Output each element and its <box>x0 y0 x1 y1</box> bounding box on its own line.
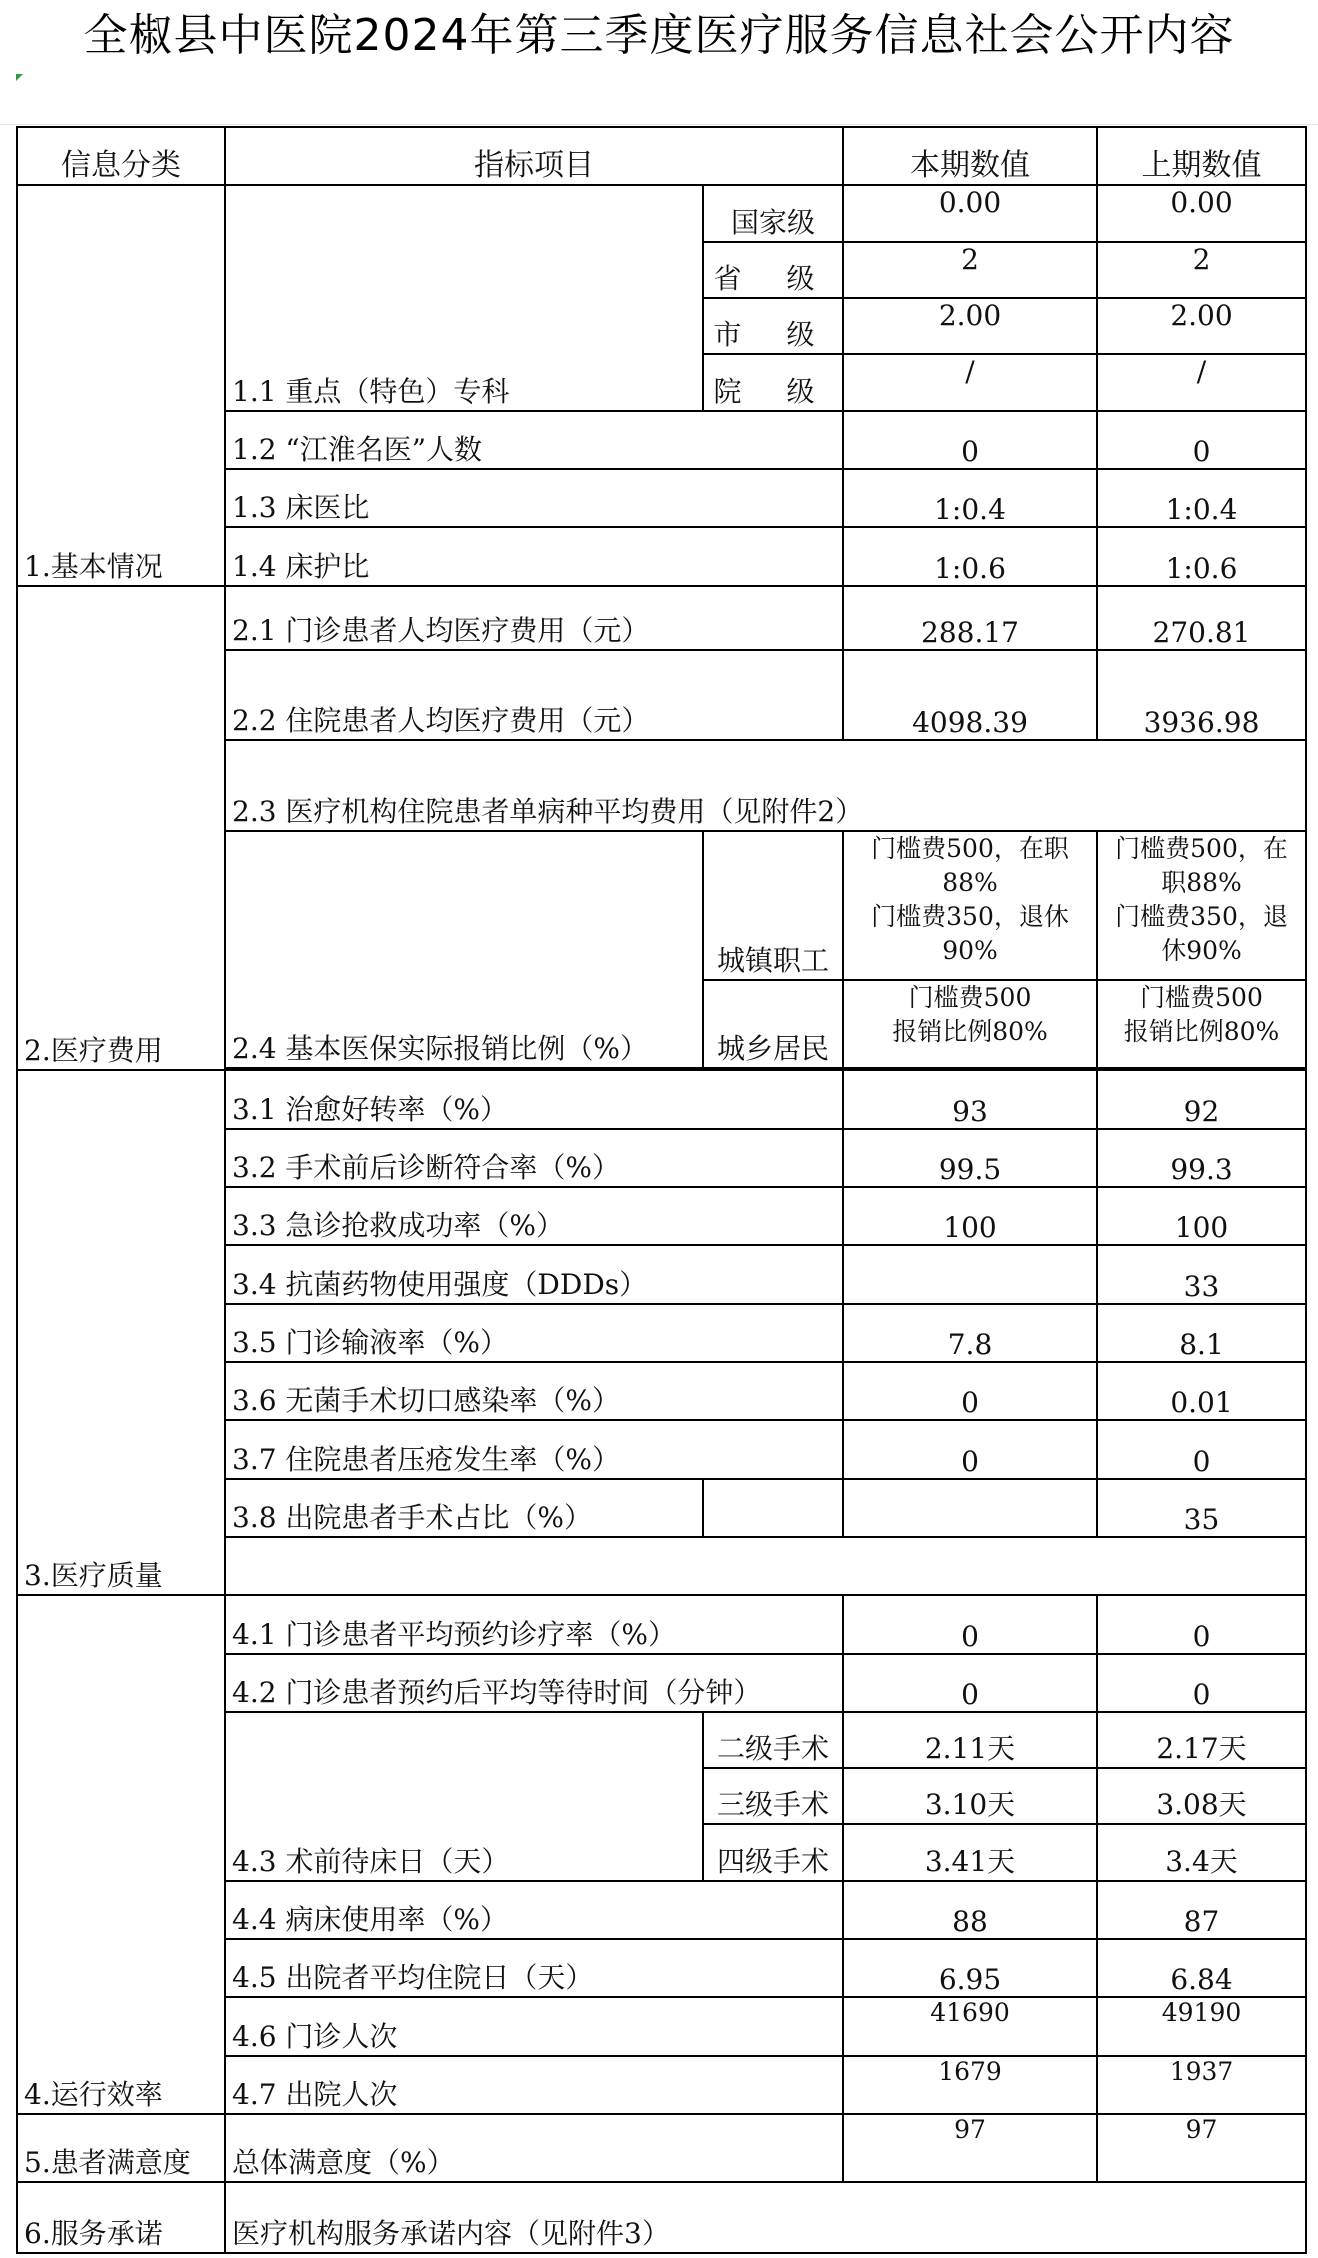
previous-value: 100 <box>1097 1187 1306 1245</box>
current-value: 6.95 <box>843 1939 1097 1997</box>
table-row <box>17 2114 1306 2182</box>
level-label: 院 级 <box>703 354 843 410</box>
current-value: 3.41天 <box>843 1824 1097 1880</box>
previous-value: 3.08天 <box>1097 1768 1306 1824</box>
previous-value: 门槛费500 报销比例80% <box>1097 980 1306 1068</box>
current-value: 100 <box>843 1187 1097 1245</box>
indicator-label: 4.1 门诊患者平均预约诊疗率（%） <box>225 1595 843 1653</box>
cell-comment-marker <box>16 74 23 81</box>
current-value: 0 <box>843 1654 1097 1712</box>
current-value: 2.00 <box>843 298 1097 354</box>
previous-value: 0 <box>1097 411 1306 469</box>
previous-value: 3936.98 <box>1097 650 1306 741</box>
current-value: / <box>843 354 1097 410</box>
indicator-label: 1.3 床医比 <box>225 469 843 527</box>
indicator-label: 医疗机构服务承诺内容（见附件3） <box>225 2182 1306 2253</box>
previous-value: 33 <box>1097 1245 1306 1303</box>
previous-value: 2.00 <box>1097 298 1306 354</box>
current-value <box>843 1479 1097 1537</box>
indicator-label: 3.4 抗菌药物使用强度（DDDs） <box>225 1245 843 1303</box>
table-row <box>17 185 1306 241</box>
previous-value: 0.00 <box>1097 185 1306 241</box>
previous-value: 2 <box>1097 242 1306 298</box>
indicator-label: 4.4 病床使用率（%） <box>225 1881 843 1939</box>
previous-value: 87 <box>1097 1881 1306 1939</box>
current-value <box>843 1245 1097 1303</box>
indicator-label: 4.7 出院人次 <box>225 2056 843 2114</box>
current-value: 4098.39 <box>843 650 1097 741</box>
empty-cell <box>225 1537 1306 1595</box>
header-category: 信息分类 <box>17 127 225 185</box>
indicator-label: 1.1 重点（特色）专科 <box>225 185 703 410</box>
previous-value: 1937 <box>1097 2056 1306 2114</box>
indicator-label: 总体满意度（%） <box>225 2114 843 2182</box>
surgery-level-label: 二级手术 <box>703 1712 843 1768</box>
previous-value: 270.81 <box>1097 586 1306 650</box>
indicator-label: 2.1 门诊患者人均医疗费用（元） <box>225 586 843 650</box>
indicator-label: 3.7 住院患者压疮发生率（%） <box>225 1420 843 1478</box>
table-row <box>17 586 1306 650</box>
header-indicator: 指标项目 <box>225 127 843 185</box>
previous-value: 92 <box>1097 1070 1306 1128</box>
current-value: 93 <box>843 1070 1097 1128</box>
empty-cell <box>703 1479 843 1537</box>
insurance-type-label: 城乡居民 <box>703 980 843 1068</box>
current-value: 99.5 <box>843 1129 1097 1187</box>
category-cell: 4.运行效率 <box>17 1595 225 2114</box>
previous-value: 1:0.4 <box>1097 469 1306 527</box>
indicator-label: 2.4 基本医保实际报销比例（%） <box>225 831 703 1068</box>
category-cell: 1.基本情况 <box>17 185 225 585</box>
previous-value: / <box>1097 354 1306 410</box>
current-value: 7.8 <box>843 1304 1097 1362</box>
category-cell: 3.医疗质量 <box>17 1070 225 1595</box>
table-row <box>17 1070 1306 1128</box>
previous-value: 0 <box>1097 1420 1306 1478</box>
table-row <box>17 2182 1306 2253</box>
current-value: 2 <box>843 242 1097 298</box>
indicator-label: 2.2 住院患者人均医疗费用（元） <box>225 650 843 741</box>
level-label: 市 级 <box>703 298 843 354</box>
current-value: 41690 <box>843 1997 1097 2055</box>
indicator-label: 1.4 床护比 <box>225 527 843 585</box>
current-value: 0 <box>843 1595 1097 1653</box>
indicator-label: 3.8 出院患者手术占比（%） <box>225 1479 703 1537</box>
previous-value: 99.3 <box>1097 1129 1306 1187</box>
current-value: 1:0.6 <box>843 527 1097 585</box>
previous-value: 49190 <box>1097 1997 1306 2055</box>
indicator-label: 3.6 无菌手术切口感染率（%） <box>225 1362 843 1420</box>
category-cell: 6.服务承诺 <box>17 2182 225 2253</box>
current-value: 0.00 <box>843 185 1097 241</box>
previous-value: 6.84 <box>1097 1939 1306 1997</box>
indicator-label: 3.3 急诊抢救成功率（%） <box>225 1187 843 1245</box>
current-value: 97 <box>843 2114 1097 2182</box>
level-label: 国家级 <box>703 185 843 241</box>
level-label: 省 级 <box>703 242 843 298</box>
table-row <box>17 1595 1306 1653</box>
current-value: 3.10天 <box>843 1768 1097 1824</box>
previous-value: 1:0.6 <box>1097 527 1306 585</box>
previous-value: 门槛费500，在职88% 门槛费350，退休90% <box>1097 831 1306 980</box>
current-value: 2.11天 <box>843 1712 1097 1768</box>
indicator-label: 4.6 门诊人次 <box>225 1997 843 2055</box>
previous-value: 8.1 <box>1097 1304 1306 1362</box>
page-title: 全椒县中医院2024年第三季度医疗服务信息社会公开内容 <box>83 10 1235 61</box>
indicator-label: 4.3 术前待床日（天） <box>225 1712 703 1881</box>
previous-value: 2.17天 <box>1097 1712 1306 1768</box>
previous-value: 97 <box>1097 2114 1306 2182</box>
previous-value: 0 <box>1097 1595 1306 1653</box>
current-value: 1:0.4 <box>843 469 1097 527</box>
info-table <box>16 126 1307 2254</box>
category-cell: 2.医疗费用 <box>17 586 225 1071</box>
current-value: 0 <box>843 1420 1097 1478</box>
previous-value: 0 <box>1097 1654 1306 1712</box>
indicator-label: 3.2 手术前后诊断符合率（%） <box>225 1129 843 1187</box>
header-previous: 上期数值 <box>1097 127 1306 185</box>
surgery-level-label: 三级手术 <box>703 1768 843 1824</box>
header-current: 本期数值 <box>843 127 1097 185</box>
indicator-label: 1.2 “江淮名医”人数 <box>225 411 843 469</box>
current-value: 0 <box>843 1362 1097 1420</box>
header-row <box>17 127 1306 185</box>
current-value: 门槛费500 报销比例80% <box>843 980 1097 1068</box>
current-value: 288.17 <box>843 586 1097 650</box>
current-value: 0 <box>843 411 1097 469</box>
previous-value: 3.4天 <box>1097 1824 1306 1880</box>
current-value: 门槛费500，在职88% 门槛费350，退休90% <box>843 831 1097 980</box>
surgery-level-label: 四级手术 <box>703 1824 843 1880</box>
previous-value: 0.01 <box>1097 1362 1306 1420</box>
current-value: 88 <box>843 1881 1097 1939</box>
previous-value: 35 <box>1097 1479 1306 1537</box>
indicator-label: 3.5 门诊输液率（%） <box>225 1304 843 1362</box>
indicator-label: 2.3 医疗机构住院患者单病种平均费用（见附件2） <box>225 740 1306 831</box>
insurance-type-label: 城镇职工 <box>703 831 843 980</box>
indicator-label: 4.2 门诊患者预约后平均等待时间（分钟） <box>225 1654 843 1712</box>
indicator-label: 3.1 治愈好转率（%） <box>225 1070 843 1128</box>
blank-row <box>0 72 1318 125</box>
category-cell: 5.患者满意度 <box>17 2114 225 2182</box>
current-value: 1679 <box>843 2056 1097 2114</box>
indicator-label: 4.5 出院者平均住院日（天） <box>225 1939 843 1997</box>
